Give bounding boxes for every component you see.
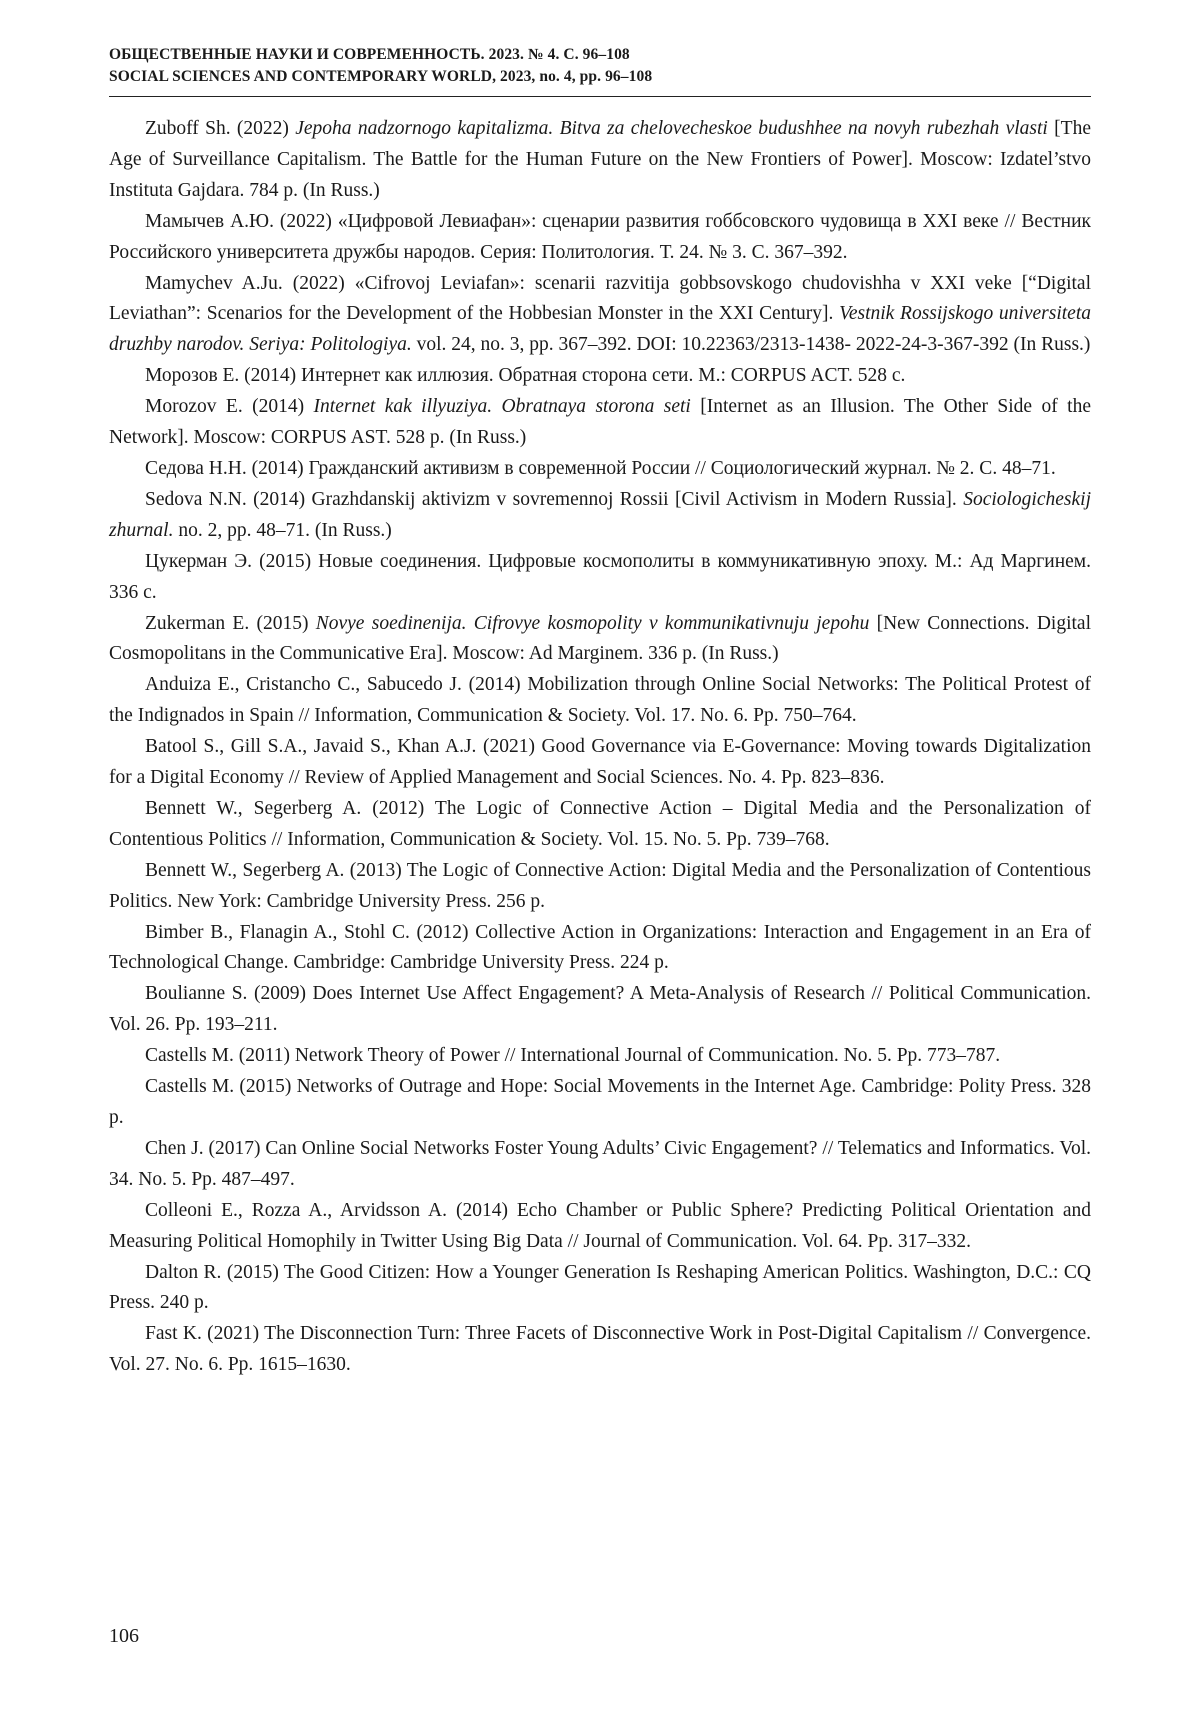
reference-entry: Dalton R. (2015) The Good Citizen: How a Younger Generation Is Reshaping American Politics. Washington, D.C.: CQ Press. 240 p. — [109, 1261, 1091, 1314]
reference-entry: Bennett W., Segerberg A. (2013) The Logic of Connective Action: Digital Media and the Personalization of Contentious Politics. New York: Cambridge University Press. 256 p. — [109, 859, 1091, 912]
running-header — [109, 44, 1091, 97]
reference-entry: Chen J. (2017) Can Online Social Networks Foster Young Adults’ Civic Engagement? // Telematics and Informatics. Vol. 34. No. 5. Pp. 487–497. — [109, 1137, 1091, 1190]
reference-entry: Zuboff Sh. (2022) Jepoha nadzornogo kapitalizma. Bitva za chelovecheskoe budushhee na novyh rubezhah vlasti [The Age of Surveillance Capitalism. The Battle for the Human Future on the New Frontiers of Power]. Moscow: Izdatel’stvo Instituta Gajdara. 784 p. (In Russ.) — [109, 118, 1091, 201]
reference-entry: Морозов Е. (2014) Интернет как иллюзия. Обратная сторона сети. М.: CORPUS ACT. 528 с. — [145, 365, 906, 387]
reference-entry: Anduiza E., Cristancho C., Sabucedo J. (2014) Mobilization through Online Social Networks: The Political Protest of the Indignados in Spain // Information, Communication & Society. Vol. 17. No. 6. Pp. 750–764. — [109, 674, 1091, 727]
reference-entry: Bennett W., Segerberg A. (2012) The Logic of Connective Action – Digital Media and the Personalization of Contentious Politics // Information, Communication & Society. Vol. 15. No. 5. Pp. 739–768. — [109, 797, 1091, 850]
reference-entry: Sedova N.N. (2014) Grazhdanskij aktivizm v sovremennoj Rossii [Civil Activism in Modern Russia]. Sociologicheskij zhurnal. no. 2, pp. 48–71. (In Russ.) — [109, 488, 1091, 541]
reference-entry: Седова Н.Н. (2014) Гражданский активизм в современной России // Социологический журнал. № 2. С. 48–71. — [145, 457, 1056, 479]
reference-entry: Morozov E. (2014) Internet kak illyuziya. Obratnaya storona seti [Internet as an Illusion. The Other Side of the Network]. Moscow: CORPUS AST. 528 p. (In Russ.) — [109, 396, 1091, 449]
reference-entry: Boulianne S. (2009) Does Internet Use Affect Engagement? A Meta-Analysis of Research // Political Communication. Vol. 26. Pp. 193–211. — [109, 983, 1091, 1036]
journal-page — [109, 44, 1091, 1381]
reference-entry: Batool S., Gill S.A., Javaid S., Khan A.J. (2021) Good Governance via E-Governance: Moving towards Digitalization for a Digital Economy // Review of Applied Management and Social Sciences. No. 4. Pp. 823–836. — [109, 736, 1091, 789]
header-line-en: SOCIAL SCIENCES AND CONTEMPORARY WORLD, 2023, no. 4, pp. 96–108 — [109, 68, 653, 85]
reference-entry: Mamychev A.Ju. (2022) «Cifrovoj Leviafan»: scenarii razvitija gobbsovskogo chudovishha v XXI veke [“Digital Leviathan”: Scenarios for the Development of the Hobbesian Monster in the XXI Century]. Vestnik Rossijskogo universiteta druzhby narodov. Seriya: Politologiya. vol. 24, no. 3, pp. 367–392. DOI: 10.22363/2313-1438- 2022-24-3-367-392 (In Russ.) — [109, 272, 1091, 356]
reference-list — [109, 114, 1091, 1381]
header-line-ru: ОБЩЕСТВЕННЫЕ НАУКИ И СОВРЕМЕННОСТЬ. 2023. № 4. С. 96–108 — [109, 46, 630, 63]
reference-entry: Fast K. (2021) The Disconnection Turn: Three Facets of Disconnective Work in Post-Digital Capitalism // Convergence. Vol. 27. No. 6. Pp. 1615–1630. — [109, 1323, 1091, 1376]
reference-entry: Castells M. (2011) Network Theory of Power // International Journal of Communication. No. 5. Pp. 773–787. — [145, 1045, 1001, 1067]
reference-entry: Zukerman E. (2015) Novye soedinenija. Cifrovye kosmopolity v kommunikativnuju jepohu [New Connections. Digital Cosmopolitans in the Communicative Era]. Moscow: Ad Marginem. 336 p. (In Russ.) — [109, 612, 1091, 665]
reference-entry: Bimber B., Flanagin A., Stohl C. (2012) Collective Action in Organizations: Interaction and Engagement in an Era of Technological Change. Cambridge: Cambridge University Press. 224 p. — [109, 921, 1091, 974]
reference-entry: Мамычев А.Ю. (2022) «Цифровой Левиафан»: сценарии развития гоббсовского чудовища в XXI веке // Вестник Российского университета дружбы народов. Серия: Политология. Т. 24. № 3. С. 367–392. — [109, 210, 1091, 263]
reference-entry: Colleoni E., Rozza A., Arvidsson A. (2014) Echo Chamber or Public Sphere? Predicting Political Orientation and Measuring Political Homophily in Twitter Using Big Data // Journal of Communication. Vol. 64. Pp. 317–332. — [109, 1199, 1091, 1252]
page-number: 106 — [109, 1625, 139, 1647]
reference-entry: Castells M. (2015) Networks of Outrage and Hope: Social Movements in the Internet Age. Cambridge: Polity Press. 328 p. — [109, 1076, 1091, 1128]
reference-entry: Цукерман Э. (2015) Новые соединения. Цифровые космополиты в коммуникативную эпоху. М.: Ад Маргинем. 336 с. — [109, 550, 1091, 603]
